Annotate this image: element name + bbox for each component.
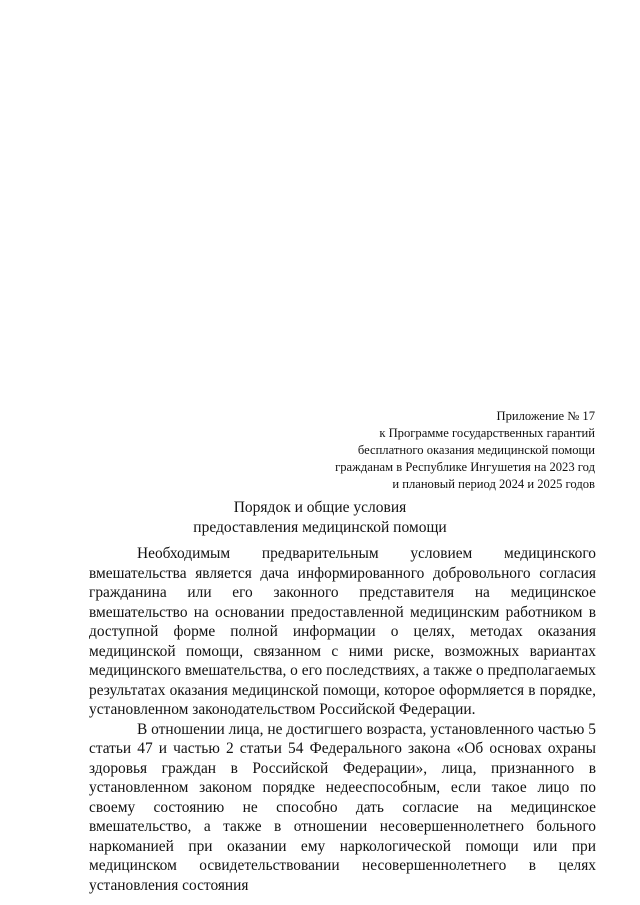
annex-period-line: и плановый период 2024 и 2025 годов <box>392 477 595 491</box>
paragraph-consent-condition: Необходимым предварительным условием медицинского вмешательства является дача информированного добровольного согласия гражданина или его законного представителя на медицинское вмешательство на основании предоставленной медицинским работником в доступной форме полной информации о целях, методах оказания медицинской помощи, связанном с ними риске, возможных вариантах медицинского вмешательства, о его последствиях, а также о предполагаемых результатах оказания медицинской помощи, которое оформляется в порядке, установленном законодательством Российской Федерации. <box>89 545 596 718</box>
paragraph-minors-incapable: В отношении лица, не достигшего возраста, установленного частью 5 статьи 47 и частью 2 статьи 54 Федерального закона «Об основах охраны здоровья граждан в Российской Федерации», лица, признанного в установленном законом порядке недееспособным, если такое лицо по своему состоянию не способно дать согласие на медицинское вмешательство, а также в отношении несовершеннолетнего больного наркоманией при оказании ему наркологической помощи или при медицинском освидетельствовании несовершеннолетнего в целях установления состояния <box>89 720 596 894</box>
title-line-2: предоставления медицинской помощи <box>193 519 447 536</box>
annex-region-line: гражданам в Республике Ингушетия на 2023 год <box>335 460 595 474</box>
annex-number: Приложение № 17 <box>496 409 595 423</box>
title-line-1: Порядок и общие условия <box>233 499 407 516</box>
document-title <box>0 498 640 538</box>
annex-header <box>265 408 595 493</box>
annex-free-care-line: бесплатного оказания медицинской помощи <box>357 443 595 457</box>
document-body <box>89 544 596 895</box>
annex-program-line: к Программе государственных гарантий <box>379 426 595 440</box>
